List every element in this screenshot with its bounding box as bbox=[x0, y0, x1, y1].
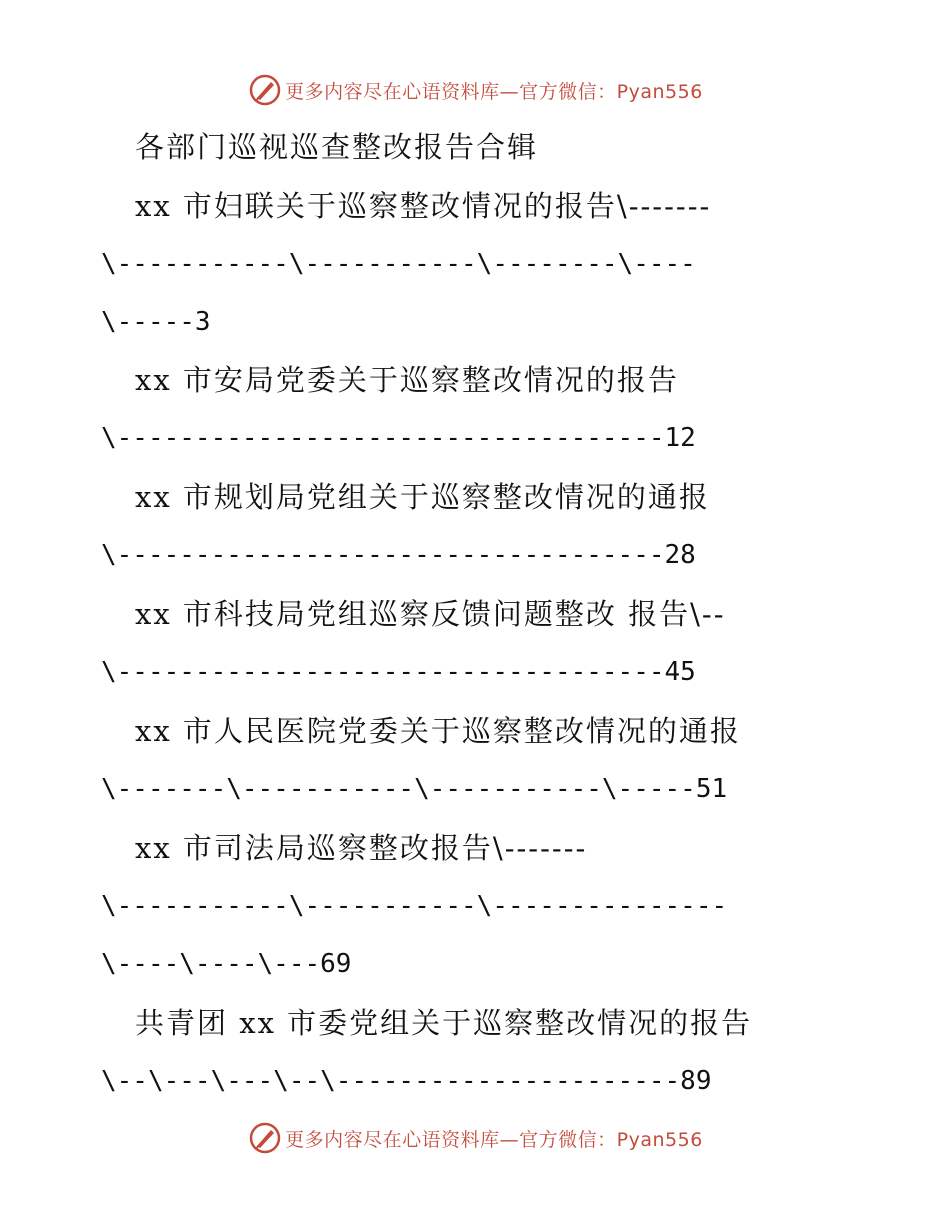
toc-leader-line: \-----------------------------------12 bbox=[101, 423, 696, 453]
toc-leader-line: \-----------------------------------45 bbox=[101, 657, 696, 687]
toc-leader-line: \-----------\-----------\--------------- bbox=[101, 891, 728, 921]
toc-entry-title: 共青团 xx 市委党组关于巡察整改情况的报告 bbox=[135, 1006, 753, 1040]
toc-entry-title: xx 市科技局党组巡察反馈问题整改 报告\-- bbox=[135, 597, 726, 631]
toc-entry-title: xx 市妇联关于巡察整改情况的报告\------- bbox=[135, 189, 712, 223]
watermark-text: 更多内容尽在心语资料库—官方微信：Pyan556 bbox=[285, 80, 703, 103]
toc-leader-line: \-----------\-----------\--------\---- bbox=[101, 249, 696, 279]
toc-leader-line: \-----3 bbox=[101, 307, 211, 337]
document-title: 各部门巡视巡查整改报告合辑 bbox=[135, 130, 539, 164]
toc-entry-title: xx 市司法局巡察整改报告\------- bbox=[135, 831, 588, 865]
toc-leader-line: \-----------------------------------28 bbox=[101, 540, 696, 570]
toc-leader-line: \--\---\---\--\----------------------89 bbox=[101, 1066, 712, 1096]
quill-pen-logo-icon bbox=[247, 1120, 283, 1156]
watermark-footer bbox=[0, 1120, 950, 1156]
toc-entry-title: xx 市安局党委关于巡察整改情况的报告 bbox=[135, 363, 679, 397]
toc-entry-title: xx 市规划局党组关于巡察整改情况的通报 bbox=[135, 480, 710, 514]
toc-leader-line: \-------\-----------\-----------\-----51 bbox=[101, 774, 728, 804]
toc-leader-line: \----\----\---69 bbox=[101, 949, 352, 979]
toc-entry-title: xx 市人民医院党委关于巡察整改情况的通报 bbox=[135, 714, 741, 748]
watermark-text: 更多内容尽在心语资料库—官方微信：Pyan556 bbox=[285, 1128, 703, 1151]
